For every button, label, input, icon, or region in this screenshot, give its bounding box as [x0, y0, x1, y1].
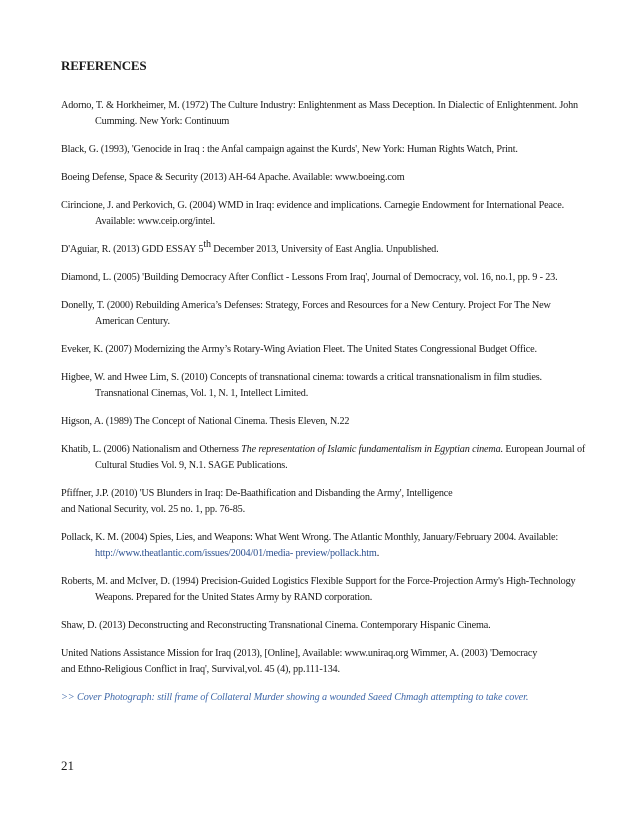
reference-text: Higbee, W. and Hwee Lim, S. (2010) Concepts of transnational cinema: towards a critical transnationalism in film studies. Transnational Cinemas, Vol. 1, N. 1, Intellect Limited.: [61, 372, 542, 399]
reference-text: .: [376, 548, 380, 559]
reference-text: Roberts, M. and McIver, D. (1994) Precision-Guided Logistics Flexible Support for the Force-Projection Army's High-Technology Weapons. Prepared for the United States Army by RAND corporation.: [61, 576, 576, 603]
reference-list: [61, 98, 591, 706]
reference-higbee: [61, 370, 591, 402]
reference-diamond: [61, 270, 591, 286]
reference-text: Shaw, D. (2013) Deconstructing and Reconstructing Transnational Cinema. Contemporary Hispanic Cinema.: [61, 620, 491, 631]
reference-text: Boeing Defense, Space & Security (2013) AH-64 Apache. Available: www.boeing.com: [61, 172, 405, 183]
page-number: 21: [61, 758, 74, 773]
reference-boeing: [61, 170, 591, 186]
reference-khatib: [61, 442, 591, 474]
reference-black: [61, 142, 591, 158]
reference-daguiar: [61, 239, 591, 258]
reference-text: Pollack, K. M. (2004) Spies, Lies, and Weapons: What Went Wrong. The Atlantic Monthly, January/February 2004. Available:: [61, 532, 559, 543]
reference-text: Higson, A. (1989) The Concept of National Cinema. Thesis Eleven, N.22: [61, 416, 350, 427]
reference-superscript: th: [203, 239, 211, 250]
reference-text: Diamond, L. (2005) 'Building Democracy After Conflict - Lessons From Iraq', Journal of Democracy, vol. 16, no.1, pp. 9 - 23.: [61, 272, 558, 283]
reference-text: Adorno, T. & Horkheimer, M. (1972) The Culture Industry: Enlightenment as Mass Deception. In Dialectic of Enlightenment. John Cumming. New York: Continuum: [61, 100, 578, 127]
reference-eveker: [61, 342, 591, 358]
reference-text: and Ethno-Religious Conflict in Iraq', Survival,vol. 45 (4), pp.111-134.: [61, 664, 340, 675]
reference-pfiffner: [61, 486, 591, 518]
reference-text: Pfiffner, J.P. (2010) 'US Blunders in Iraq: De-Baathification and Disbanding the Army', Intelligence: [61, 488, 453, 499]
reference-text: Khatib, L. (2006) Nationalism and Otherness: [61, 444, 242, 455]
references-heading: REFERENCES: [61, 58, 147, 73]
reference-text: Donelly, T. (2000) Rebuilding America’s Defenses: Strategy, Forces and Resources for a New Century. Project For The New American Century.: [61, 300, 551, 327]
reference-text: United Nations Assistance Mission for Iraq (2013), [Online], Available: www.uniraq.org Wimmer, A. (2003) 'Democracy: [61, 648, 538, 659]
reference-higson: [61, 414, 591, 430]
reference-text: European Journal of Cultural Studies Vol. 9, N.1. SAGE Publications.: [95, 444, 586, 471]
reference-text: December 2013, University of East Anglia. Unpublished.: [210, 244, 439, 255]
reference-adorno: [61, 98, 591, 130]
reference-cirincione: [61, 198, 591, 230]
reference-text: Black, G. (1993), 'Genocide in Iraq : the Anfal campaign against the Kurds', New York: Human Rights Watch, Print.: [61, 144, 518, 155]
reference-text: Eveker, K. (2007) Modernizing the Army’s Rotary-Wing Aviation Fleet. The United States Congressional Budget Office.: [61, 344, 537, 355]
reference-text: D'Aguiar, R. (2013) GDD ESSAY 5: [61, 244, 204, 255]
reference-roberts: [61, 574, 591, 606]
reference-pollack: [61, 530, 591, 562]
reference-unami: [61, 646, 591, 678]
reference-shaw: [61, 618, 591, 634]
reference-donelly: [61, 298, 591, 330]
reference-text: Cirincione, J. and Perkovich, G. (2004) WMD in Iraq: evidence and implications. Carnegie Endowment for International Peace. Available: www.ceip.org/intel.: [61, 200, 565, 227]
reference-italic-title: The representation of Islamic fundamentalism in Egyptian cinema.: [241, 444, 503, 455]
reference-text: and National Security, vol. 25 no. 1, pp. 76-85.: [61, 504, 245, 515]
reference-url-link[interactable]: http://www.theatlantic.com/issues/2004/01/media- preview/pollack.htm: [95, 548, 377, 559]
cover-photograph-note: >> Cover Photograph: still frame of Collateral Murder showing a wounded Saeed Chmagh attempting to take cover.: [61, 692, 529, 703]
